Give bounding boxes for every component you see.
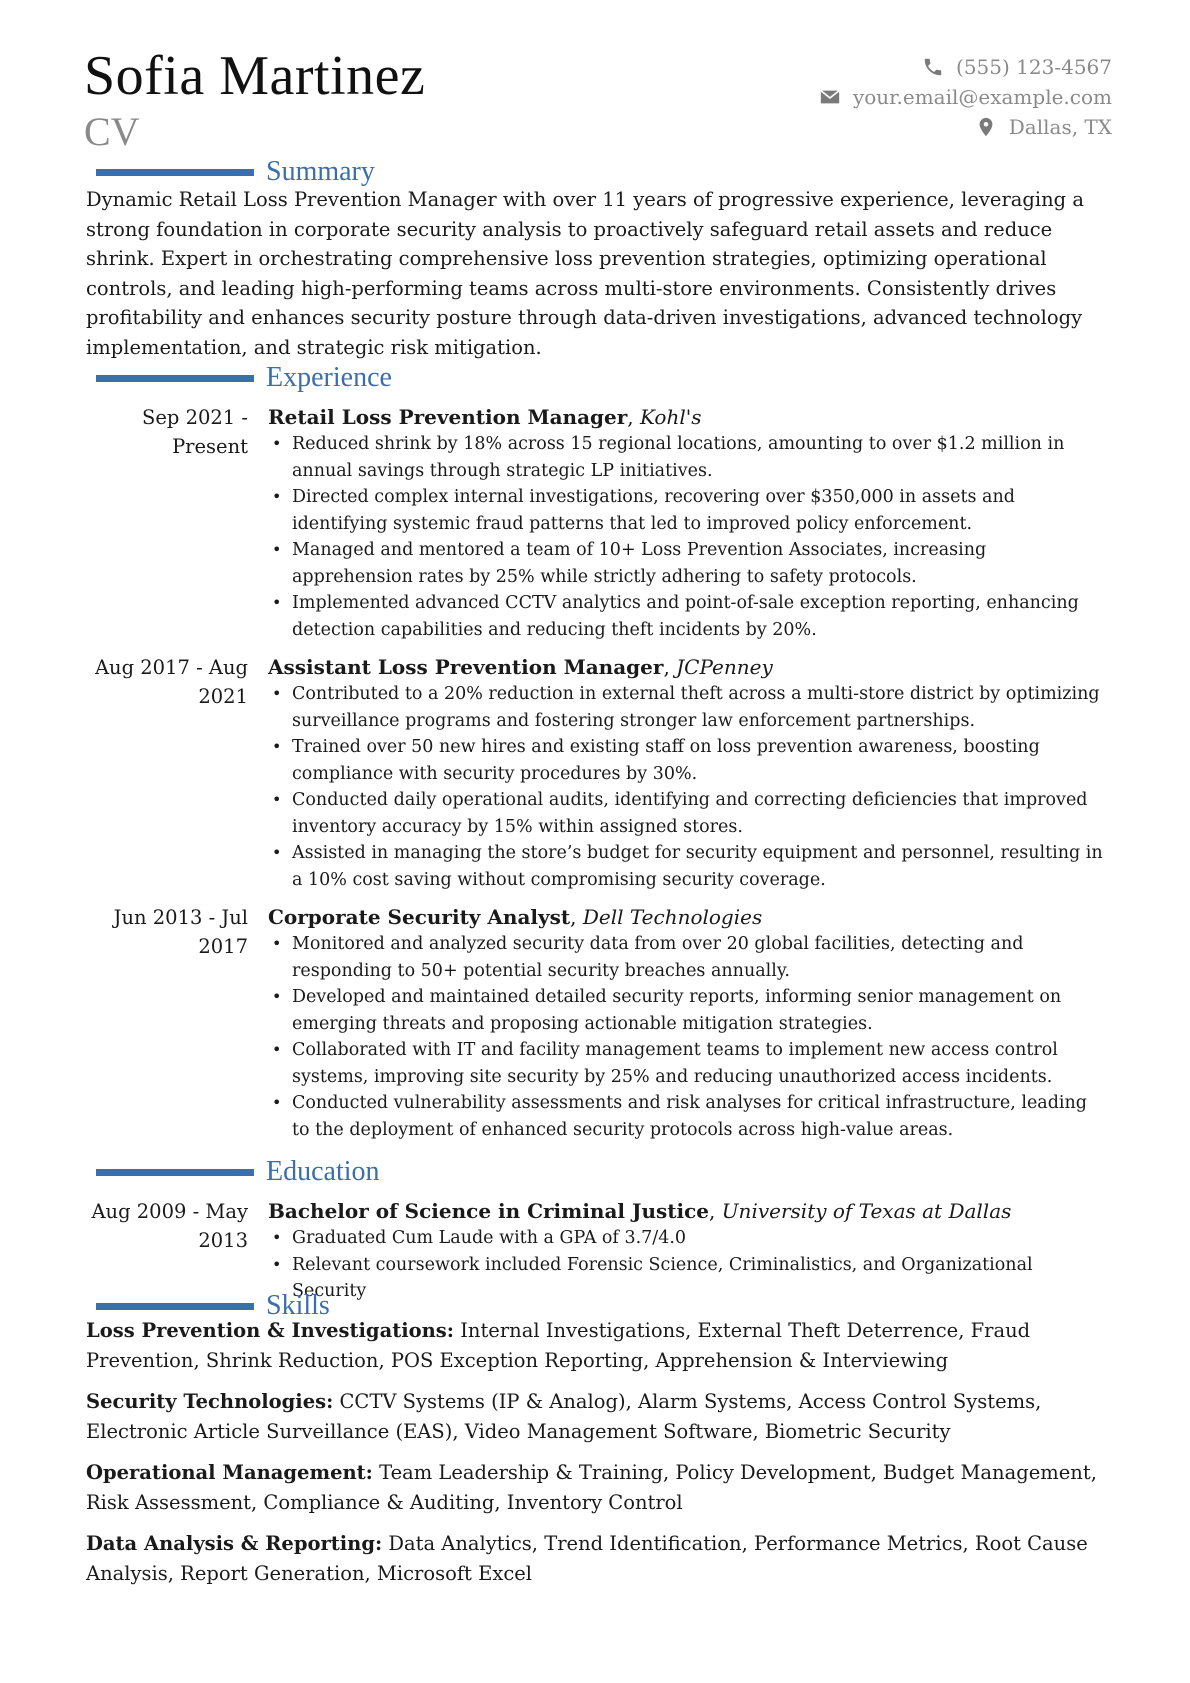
section-title: Education bbox=[266, 1156, 380, 1187]
job-title: Corporate Security Analyst bbox=[268, 905, 571, 929]
contact-email bbox=[819, 82, 1112, 112]
entry-body bbox=[268, 1197, 1108, 1305]
section-accent-bar bbox=[96, 169, 254, 176]
bullet-item: • Conducted daily operational audits, identifying and correcting deficiencies that improved inventory accuracy by 15% within assigned stores. bbox=[268, 787, 1108, 840]
bullet-item: • Reduced shrink by 18% across 15 regional locations, amounting to over $1.2 million in annual savings through strategic LP initiatives. bbox=[268, 431, 1108, 484]
bullet-list bbox=[268, 1225, 1108, 1305]
skill-group bbox=[86, 1529, 1111, 1588]
bullet-item: • Directed complex internal investigations, recovering over $350,000 in assets and identifying systemic fraud patterns that led to improved policy enforcement. bbox=[268, 484, 1108, 537]
skill-group bbox=[86, 1316, 1111, 1375]
job-title: Assistant Loss Prevention Manager bbox=[268, 655, 664, 679]
skill-items: Internal Investigations, External Theft Deterrence, Fraud Prevention, Shrink Reduction, POS Exception Reporting, Apprehension & Interviewing bbox=[86, 1319, 1031, 1372]
section-education-heading bbox=[96, 1154, 380, 1190]
map-pin-icon bbox=[975, 116, 997, 138]
bullet-list bbox=[268, 681, 1108, 893]
bullet-list bbox=[268, 431, 1108, 643]
bullet-item: • Monitored and analyzed security data from over 20 global facilities, detecting and responding to 50+ potential security breaches annually. bbox=[268, 931, 1108, 984]
section-accent-bar bbox=[96, 375, 254, 382]
section-title: Skills bbox=[266, 1290, 330, 1321]
section-title: Experience bbox=[266, 362, 392, 393]
bullet-item: • Graduated Cum Laude with a GPA of 3.7/4.0 bbox=[268, 1225, 1108, 1252]
degree-title: Bachelor of Science in Criminal Justice bbox=[268, 1199, 709, 1223]
bullet-item: • Trained over 50 new hires and existing staff on loss prevention awareness, boosting compliance with security procedures by 30%. bbox=[268, 734, 1108, 787]
envelope-icon bbox=[819, 86, 841, 108]
section-accent-bar bbox=[96, 1303, 254, 1310]
skill-category: Security Technologies: bbox=[86, 1390, 334, 1413]
section-experience-heading bbox=[96, 360, 392, 396]
bullet-item: • Assisted in managing the store’s budget for security equipment and personnel, resulting in a 10% cost saving without compromising security coverage. bbox=[268, 840, 1108, 893]
phone-icon bbox=[922, 56, 944, 78]
employer: Kohl's bbox=[640, 405, 702, 429]
email-text: your.email@example.com bbox=[852, 85, 1112, 109]
entry-body bbox=[268, 653, 1108, 893]
entry-date: Sep 2021 - Present bbox=[142, 406, 248, 458]
skill-category: Loss Prevention & Investigations: bbox=[86, 1319, 454, 1342]
institution: University of Texas at Dallas bbox=[721, 1199, 1012, 1223]
contact-phone bbox=[819, 52, 1112, 82]
employer: JCPenney bbox=[676, 655, 773, 679]
skill-category: Data Analysis & Reporting: bbox=[86, 1532, 383, 1555]
entry-title: Assistant Loss Prevention Manager, JCPenney bbox=[268, 655, 773, 679]
job-title: Retail Loss Prevention Manager bbox=[268, 405, 628, 429]
skill-items: Data Analytics, Trend Identification, Performance Metrics, Root Cause Analysis, Report Generation, Microsoft Excel bbox=[86, 1532, 1088, 1585]
skill-items: CCTV Systems (IP & Analog), Alarm Systems, Access Control Systems, Electronic Article Surveillance (EAS), Video Management Software, Biometric Security bbox=[86, 1390, 1042, 1443]
entry-date: Aug 2009 - May 2013 bbox=[91, 1200, 248, 1252]
entry-title: Bachelor of Science in Criminal Justice, University of Texas at Dallas bbox=[268, 1199, 1012, 1223]
skill-items: Team Leadership & Training, Policy Development, Budget Management, Risk Assessment, Compliance & Auditing, Inventory Control bbox=[86, 1461, 1097, 1514]
contact-location bbox=[819, 112, 1112, 142]
phone-text: (555) 123-4567 bbox=[956, 55, 1112, 79]
bullet-item: • Contributed to a 20% reduction in external theft across a multi-store district by optimizing surveillance programs and fostering stronger law enforcement partnerships. bbox=[268, 681, 1108, 734]
summary-text: Dynamic Retail Loss Prevention Manager with over 11 years of progressive experience, leveraging a strong foundation in corporate security analysis to proactively safeguard retail assets and reduce shrink. Expert in orchestrating comprehensive loss prevention strategies, optimizing operational controls, and leading high-performing teams across multi-store environments. Consistently drives profitability and enhances security posture through data-driven investigations, advanced technology implementation, and strategic risk mitigation. bbox=[86, 188, 1084, 359]
contact-block bbox=[819, 52, 1112, 142]
document-type: CV bbox=[84, 109, 140, 154]
entry-body bbox=[268, 403, 1108, 643]
bullet-item: • Relevant coursework included Forensic Science, Criminalistics, and Organizational Security bbox=[268, 1252, 1108, 1305]
candidate-name: Sofia Martinez bbox=[84, 45, 426, 107]
bullet-item: • Implemented advanced CCTV analytics and point-of-sale exception reporting, enhancing detection capabilities and reducing theft incidents by 20%. bbox=[268, 590, 1108, 643]
bullet-item: • Developed and maintained detailed security reports, informing senior management on emerging threats and proposing actionable mitigation strategies. bbox=[268, 984, 1108, 1037]
entry-date: Jun 2013 - Jul 2017 bbox=[113, 906, 248, 958]
bullet-item: • Conducted vulnerability assessments and risk analyses for critical infrastructure, leading to the deployment of enhanced security protocols across high-value areas. bbox=[268, 1090, 1108, 1143]
bullet-item: • Managed and mentored a team of 10+ Loss Prevention Associates, increasing apprehension rates by 25% while strictly adhering to safety protocols. bbox=[268, 537, 1108, 590]
section-title: Summary bbox=[266, 156, 375, 187]
entry-title: Retail Loss Prevention Manager, Kohl's bbox=[268, 405, 702, 429]
skill-category: Operational Management: bbox=[86, 1461, 373, 1484]
entry-body bbox=[268, 903, 1108, 1143]
bullet-item: • Collaborated with IT and facility management teams to implement new access control systems, improving site security by 25% and reducing unauthorized access incidents. bbox=[268, 1037, 1108, 1090]
location-text: Dallas, TX bbox=[1008, 115, 1112, 139]
bullet-list bbox=[268, 931, 1108, 1143]
skill-group bbox=[86, 1387, 1111, 1446]
section-accent-bar bbox=[96, 1169, 254, 1176]
employer: Dell Technologies bbox=[582, 905, 763, 929]
skill-group bbox=[86, 1458, 1111, 1517]
entry-title: Corporate Security Analyst, Dell Technologies bbox=[268, 905, 763, 929]
entry-date: Aug 2017 - Aug 2021 bbox=[94, 656, 248, 708]
